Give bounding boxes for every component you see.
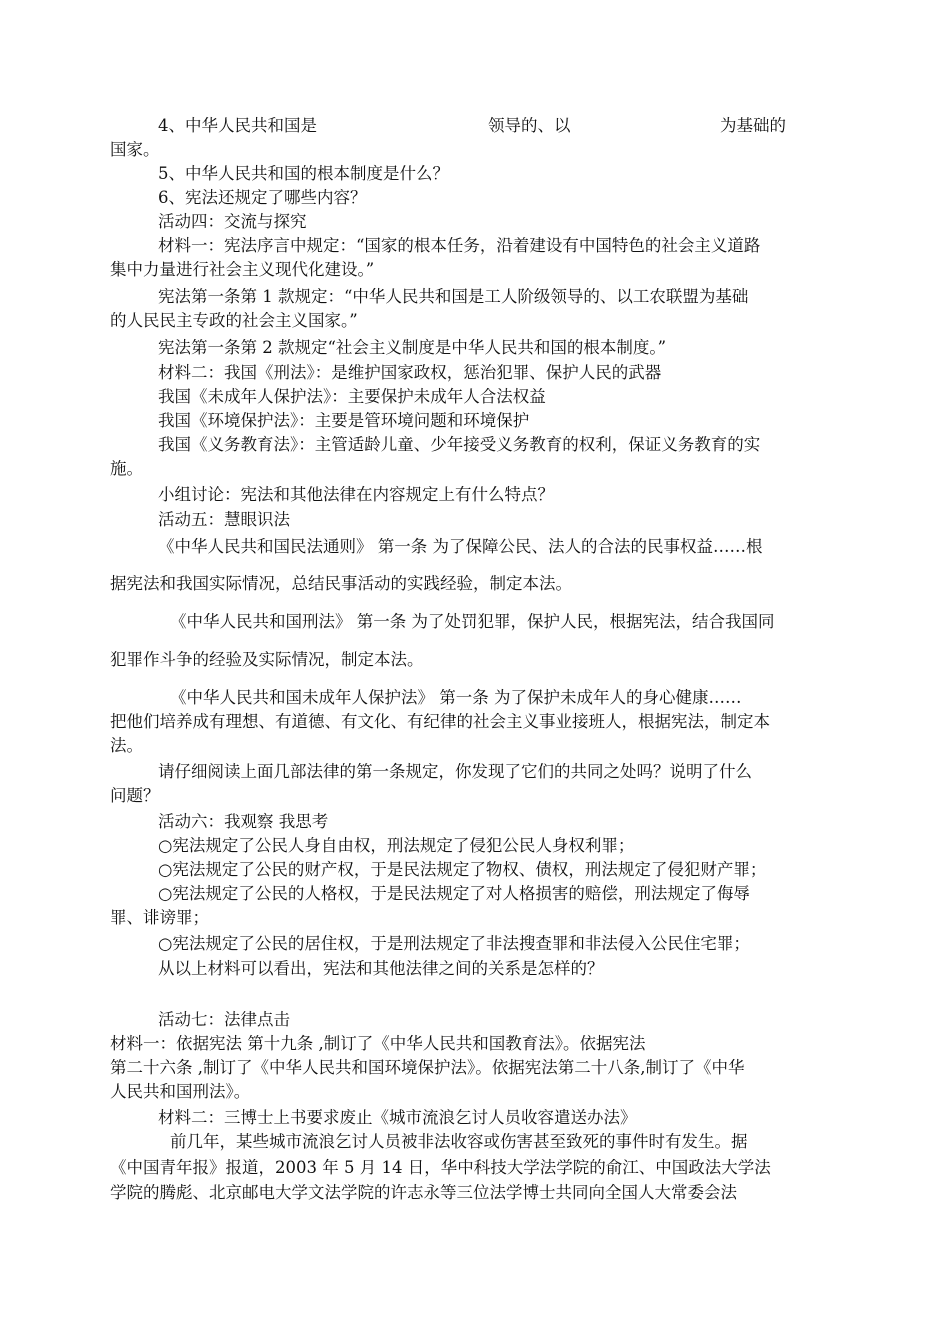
activity-4-heading: 活动四：交流与探究	[158, 212, 307, 231]
activity-6-heading: 活动六：我观察 我思考	[158, 812, 329, 831]
criminal-law-line-2: 犯罪作斗争的经验及实际情况，制定本法。	[110, 650, 424, 669]
civil-law-line-1: 《中华人民共和国民法通则》 第一条 为了保障公民、法人的合法的民事权益……根	[158, 537, 763, 556]
observation-3-line-2: 罪、诽谤罪；	[110, 908, 209, 927]
material-1-line-2: 集中力量进行社会主义现代化建设。”	[110, 260, 375, 279]
activity-7-material-1-line-3: 人民共和国刑法》。	[110, 1082, 251, 1101]
paragraph-line-1: 前几年，某些城市流浪乞讨人员被非法收容或伤害甚至致死的事件时有发生。据	[170, 1132, 748, 1151]
criminal-law-line-1: 《中华人民共和国刑法》 第一条 为了处罚犯罪，保护人民，根据宪法，结合我国同	[170, 612, 775, 631]
observation-4: ○宪法规定了公民的居住权，于是刑法规定了非法搜查罪和非法侵入公民住宅罪；	[158, 934, 750, 953]
relationship-question: 从以上材料可以看出，宪法和其他法律之间的关系是怎样的？	[158, 959, 604, 978]
material-2-minor-protection-law: 我国《未成年人保护法》：主要保护未成年人合法权益	[158, 387, 546, 406]
q4-part-1: 4、中华人民共和国是	[158, 116, 317, 135]
material-2-education-law-line-2: 施。	[110, 459, 143, 478]
activity-5-heading: 活动五：慧眼识法	[158, 510, 290, 529]
minor-law-line-1: 《中华人民共和国未成年人保护法》 第一条 为了保护未成年人的身心健康……	[170, 688, 742, 707]
observation-1: ○宪法规定了公民人身自由权，刑法规定了侵犯公民人身权利罪；	[158, 836, 635, 855]
activity-7-material-1-line-1: 材料一：依据宪法 第十九条 ,制订了《中华人民共和国教育法》。依据宪法	[110, 1034, 646, 1053]
q4-part-2: 领导的、以	[488, 116, 571, 135]
material-1-line-1: 材料一：宪法序言中规定：“国家的根本任务，沿着建设有中国特色的社会主义道路	[158, 236, 761, 255]
material-2-environment-law: 我国《环境保护法》：主要是管环境问题和环境保护	[158, 411, 530, 430]
material-2-education-law-line-1: 我国《义务教育法》：主管适龄儿童、少年接受义务教育的权利，保证义务教育的实	[158, 435, 761, 454]
minor-law-line-2: 把他们培养成有理想、有道德、有文化、有纪律的社会主义事业接班人，根据宪法，制定本	[110, 712, 770, 731]
line-q4-end: 国家。	[110, 140, 160, 159]
fill-in-question-4	[110, 115, 842, 137]
activity-7-material-1-line-2: 第二十六条 ,制订了《中华人民共和国环境保护法》。依据宪法第二十八条,制订了《中华	[110, 1058, 745, 1077]
observation-3-line-1: ○宪法规定了公民的人格权，于是民法规定了对人格损害的赔偿，刑法规定了侮辱	[158, 884, 750, 903]
article-1-clause-2: 宪法第一条第 2 款规定“社会主义制度是中华人民共和国的根本制度。”	[158, 338, 667, 357]
q4-part-3: 为基础的	[720, 116, 786, 135]
minor-law-line-3: 法。	[110, 736, 143, 755]
article-1-clause-1-line-2: 的人民民主专政的社会主义国家。”	[110, 311, 358, 330]
article-1-clause-1-line-1: 宪法第一条第 1 款规定：“中华人民共和国是工人阶级领导的、以工农联盟为基础	[158, 287, 749, 306]
group-discussion: 小组讨论：宪法和其他法律在内容规定上有什么特点？	[158, 485, 554, 504]
reading-question-line-1: 请仔细阅读上面几部法律的第一条规定，你发现了它们的共同之处吗？说明了什么	[158, 762, 752, 781]
activity-7-material-2-heading: 材料二：三博士上书要求废止《城市流浪乞讨人员收容遣送办法》	[158, 1108, 637, 1127]
reading-question-line-2: 问题？	[110, 786, 160, 805]
material-2-criminal-law: 材料二：我国《刑法》：是维护国家政权，惩治犯罪、保护人民的武器	[158, 363, 662, 382]
paragraph-line-3: 学院的腾彪、北京邮电大学文法学院的许志永等三位法学博士共同向全国人大常委会法	[110, 1183, 737, 1202]
activity-7-heading: 活动七：法律点击	[158, 1010, 290, 1029]
observation-2: ○宪法规定了公民的财产权，于是民法规定了物权、债权，刑法规定了侵犯财产罪；	[158, 860, 767, 879]
question-5: 5、中华人民共和国的根本制度是什么？	[158, 164, 449, 183]
question-6: 6、宪法还规定了哪些内容？	[158, 188, 367, 207]
civil-law-line-2: 据宪法和我国实际情况，总结民事活动的实践经验，制定本法。	[110, 574, 572, 593]
paragraph-line-2: 《中国青年报》报道，2003 年 5 月 14 日，华中科技大学法学院的俞江、中国政法大学法	[110, 1158, 771, 1177]
